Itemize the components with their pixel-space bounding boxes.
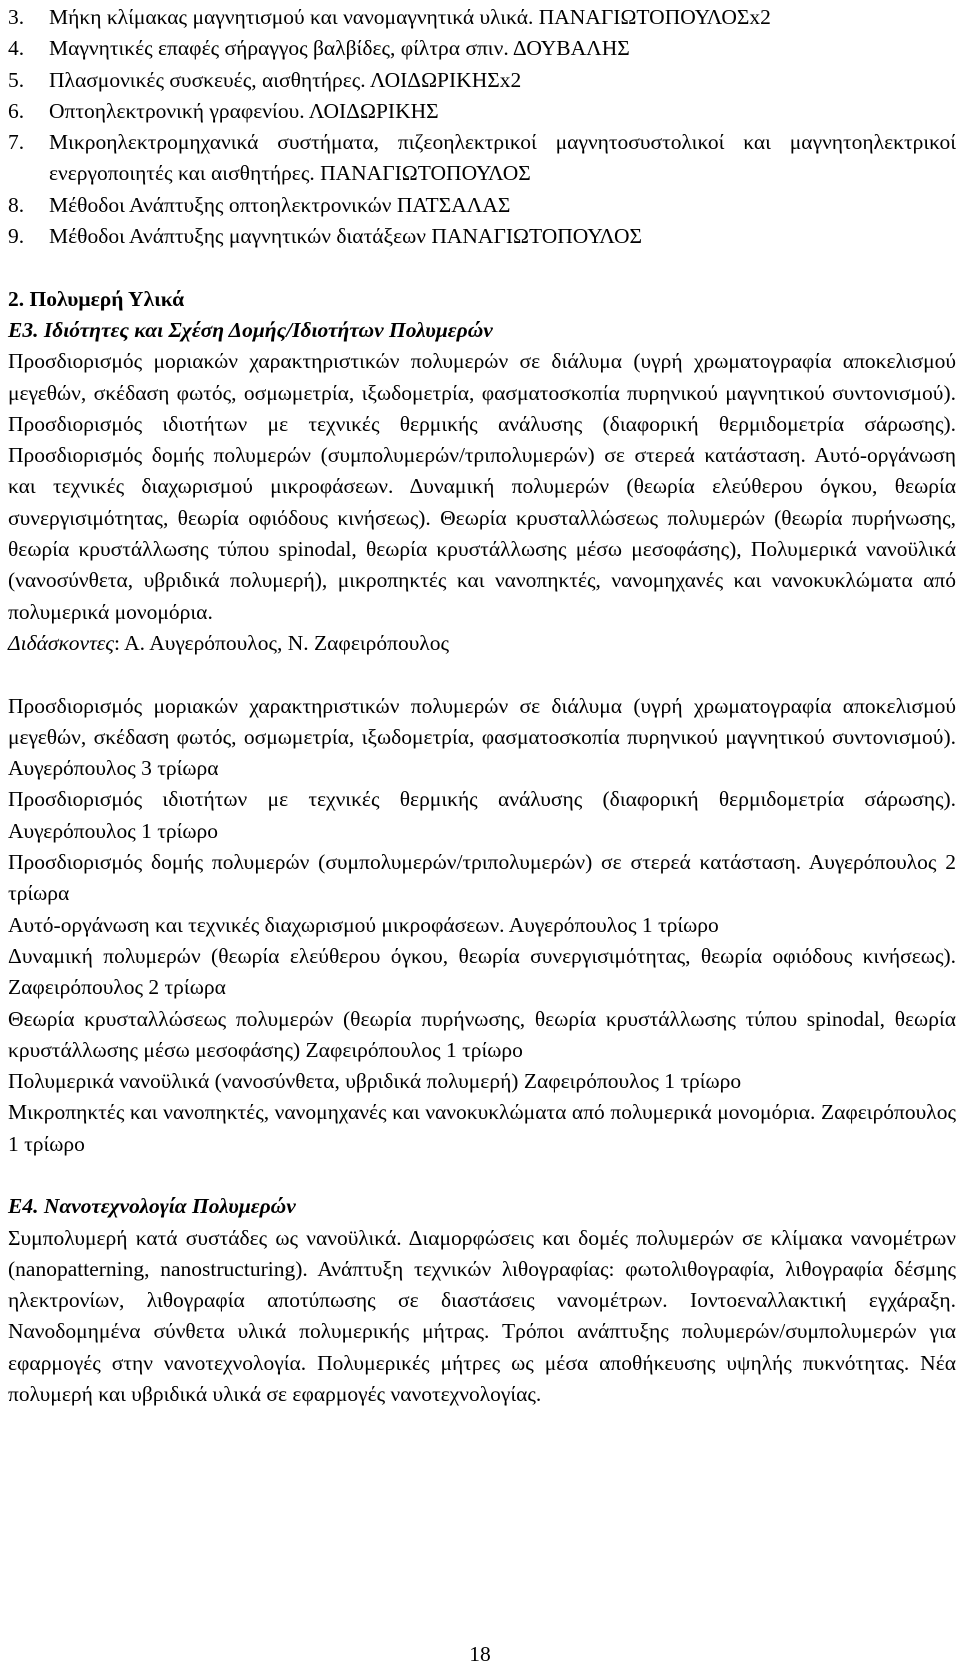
allocation-item: Θεωρία κρυσταλλώσεως πολυμερών (θεωρία πυρήνωσης, θεωρία κρυστάλλωσης τύπου spinodal, θεωρία κρυστάλλωσης μέσω μεσοφάσης) Ζαφειρόπουλος 1 τρίωρο [8,1006,956,1062]
instructors-line [8,628,956,659]
list-item-number: 9. [8,224,25,249]
course-description-e3: Προσδιορισμός μοριακών χαρακτηριστικών πολυμερών σε διάλυμα (υγρή χρωματογραφία αποκελισμού μεγεθών, σκέδαση φωτός, οσμωμετρία, ιξωδομετρία, φασματοσκοπία πυρηνικού μαγνητικού συντονισμού). Προσδιορισμός ιδιοτήτων με τεχνικές θερμικής ανάλυσης (διαφορική θερμιδομετρία σάρωσης). Προσδιορισμός δομής πολυμερών (συμπολυμερών/τριπολυμερών) σε στερεά κατάσταση. Αυτό-οργάνωση και τεχνικές διαχωρισμού μικροφάσεων. Δυναμική πολυμερών (θεωρία ελεύθερου όγκου, θεωρία συνεργισιμότητας, θεωρία οφιόδους κινήσεως). Θεωρία κρυσταλλώσεως πολυμερών (θεωρία πυρήνωσης, θεωρία κρυστάλλωσης τύπου spinodal, θεωρία κρυστάλλωσης μέσω μεσοφάσης), Πολυμερικά νανοϋλικά (νανοσύνθετα, υβριδικά πολυμερή), μικροπηκτές και νανοπηκτές, νανομηχανές και νανοκυκλώματα από πολυμερικά μονομόρια. [8,349,956,624]
list-item [8,33,956,64]
numbered-list [8,2,956,252]
list-item-text: Οπτοηλεκτρονική γραφενίου. ΛΟΙΔΩΡΙΚΗΣ [49,98,439,123]
list-item-text: Μέθοδοι Ανάπτυξης οπτοηλεκτρονικών ΠΑΤΣΑΛΑΣ [49,192,511,217]
list-item-number: 7. [8,130,25,155]
list-item [8,2,956,33]
page-content [8,2,956,1410]
instructors-label: Διδάσκοντες [8,630,114,655]
allocation-item: Προσδιορισμός δομής πολυμερών (συμπολυμερών/τριπολυμερών) σε στερεά κατάσταση. Αυγερόπουλος 2 τρίωρα [8,850,956,906]
allocation-item: Πολυμερικά νανοϋλικά (νανοσύνθετα, υβριδικά πολυμερή) Ζαφειρόπουλος 1 τρίωρο [8,1069,742,1094]
allocation-list [8,691,956,1160]
list-item-text: Πλασμονικές συσκευές, αισθητήρες. ΛΟΙΔΩΡΙΚΗΣx2 [49,67,522,92]
list-item-number: 3. [8,5,25,29]
list-item-number: 4. [8,36,25,61]
list-item-text: Μαγνητικές επαφές σήραγγος βαλβίδες, φίλτρα σπιν. ΔΟΥΒΑΛΗΣ [49,36,630,61]
list-item [8,96,956,127]
spacer [8,659,956,690]
course-heading-e4: Ε4. Νανοτεχνολογία Πολυμερών [8,1194,296,1219]
list-item [8,65,956,96]
allocation-item: Δυναμική πολυμερών (θεωρία ελεύθερου όγκου, θεωρία συνεργισιμότητας, θεωρία οφιόδους κινήσεως). Ζαφειρόπουλος 2 τρίωρα [8,943,956,1000]
course-description-e4: Συμπολυμερή κατά συστάδες ως νανοϋλικά. Διαμορφώσεις και δομές πολυμερών σε κλίμακα νανομέτρων (nanopatterning, nanostructuring). Ανάπτυξη τεχνικών λιθογραφίας: φωτολιθογραφία, λιθογραφία δέσμης ηλεκτρονίων, λιθογραφία αποτύπωσης σε διαστάσεις νανομέτρων. Ιοντοεναλλακτική εγχάραξη. Νανοδομημένα σύνθετα υλικά πολυμερικής μήτρας. Τρόποι ανάπτυξης πολυμερών/συμπολυμερών για εφαρμογές στην νανοτεχνολογία. Πολυμερικές μήτρες ως μέσα αποθήκευσης υψηλής πυκνότητας. Νέα πολυμερή και υβριδικά υλικά σε εφαρμογές νανοτεχνολογίας. [8,1225,956,1407]
list-item [8,221,956,252]
allocation-item: Αυτό-οργάνωση και τεχνικές διαχωρισμού μικροφάσεων. Αυγερόπουλος 1 τρίωρο [8,912,719,937]
list-item [8,190,956,221]
section-heading: 2. Πολυμερή Υλικά [8,286,185,311]
course-heading-e3: Ε3. Ιδιότητες και Σχέση Δομής/Ιδιοτήτων Πολυμερών [8,317,493,342]
allocation-item: Προσδιορισμός μοριακών χαρακτηριστικών πολυμερών σε διάλυμα (υγρή χρωματογραφία αποκελισμού μεγεθών, σκέδαση φωτός, οσμωμετρία, ιξωδομετρία, φασματοσκοπία πυρηνικού μαγνητικού συντονισμού). Αυγερόπουλος 3 τρίωρα [8,693,956,781]
spacer [8,1160,956,1191]
instructors-names: : Α. Αυγερόπουλος, Ν. Ζαφειρόπουλος [113,630,450,655]
spacer [8,252,956,283]
list-item-number: 8. [8,192,25,217]
list-item [8,127,956,190]
allocation-item: Προσδιορισμός ιδιοτήτων με τεχνικές θερμικής ανάλυσης (διαφορική θερμιδομετρία σάρωσης). Αυγερόπουλος 1 τρίωρο [8,787,956,843]
list-item-number: 6. [8,98,25,123]
allocation-item: Μικροπηκτές και νανοπηκτές, νανομηχανές και νανοκυκλώματα από πολυμερικά μονομόρια. Ζαφειρόπουλος 1 τρίωρο [8,1100,956,1156]
list-item-text: Μήκη κλίμακας μαγνητισμού και νανομαγνητικά υλικά. ΠΑΝΑΓΙΩΤΟΠΟΥΛΟΣx2 [49,5,771,29]
list-item-number: 5. [8,67,25,92]
list-item-text: Μικροηλεκτρομηχανικά συστήματα, πιζεοηλεκτρικοί μαγνητοσυστολικοί και μαγνητοηλεκτρικοί ενεργοποιητές και αισθητήρες. ΠΑΝΑΓΙΩΤΟΠΟΥΛΟΣ [49,130,956,186]
list-item-text: Μέθοδοι Ανάπτυξης μαγνητικών διατάξεων ΠΑΝΑΓΙΩΤΟΠΟΥΛΟΣ [49,224,643,249]
page-number: 18 [469,1642,491,1666]
